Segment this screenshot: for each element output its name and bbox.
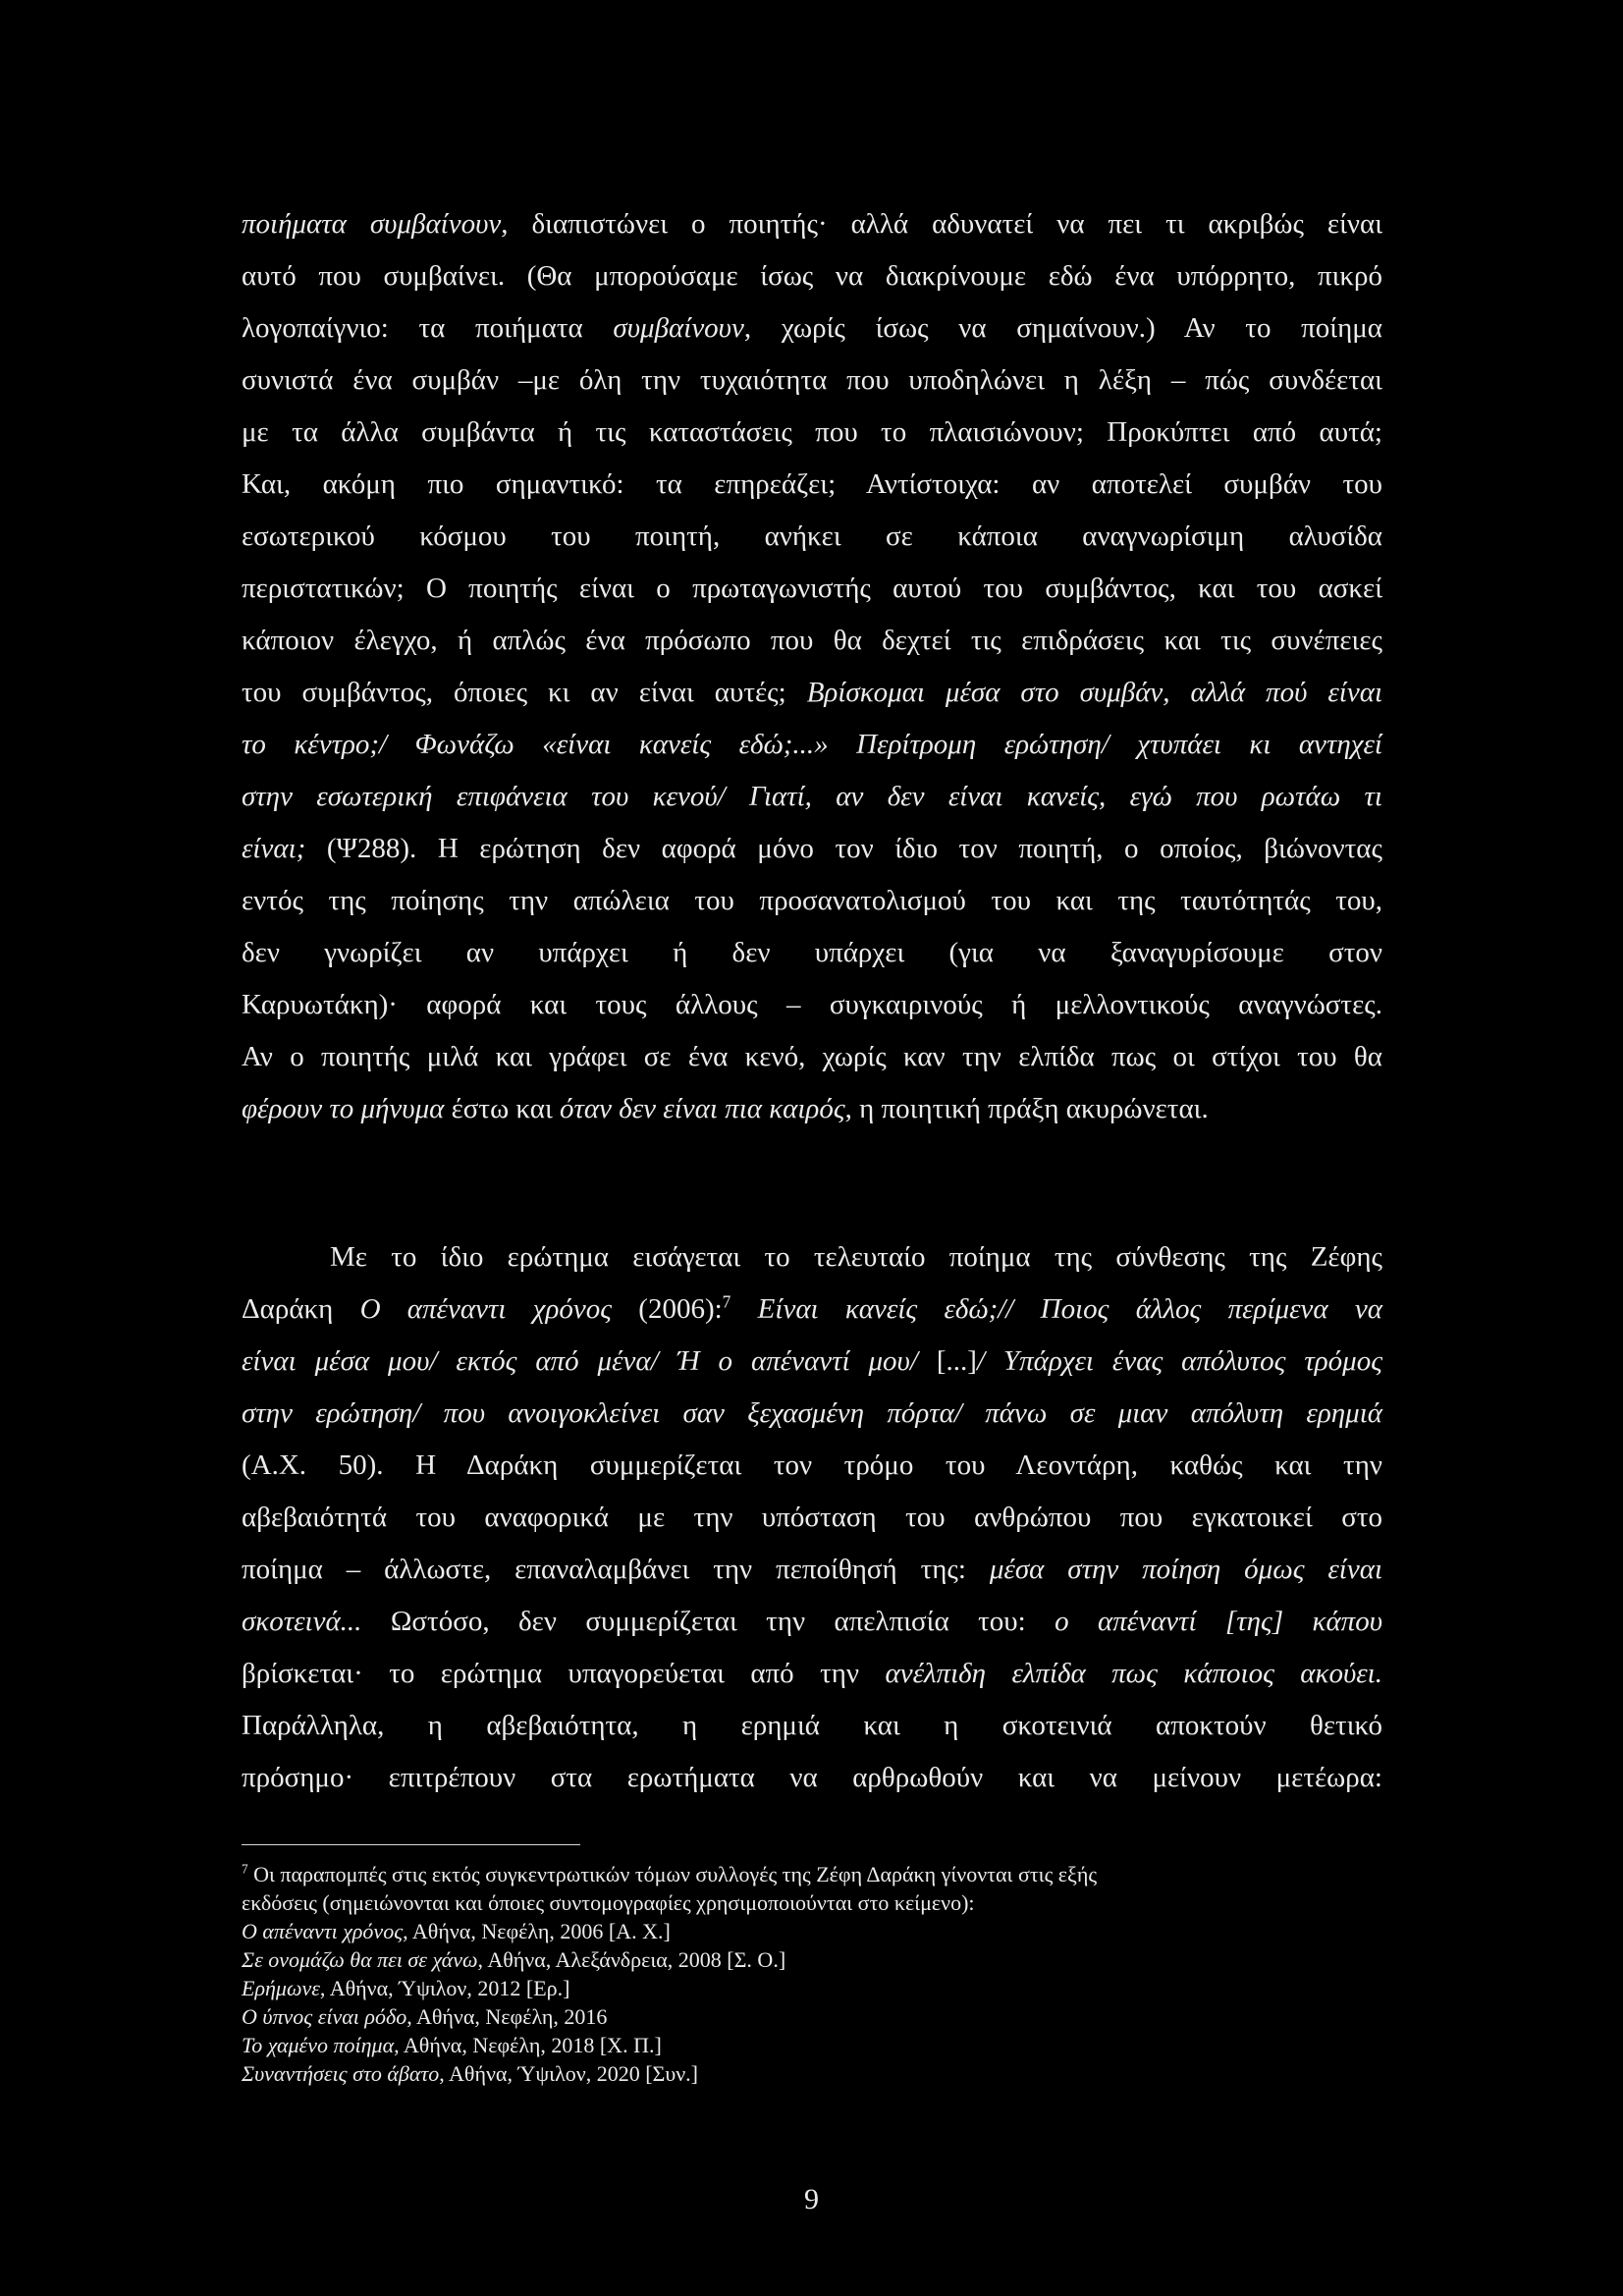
text-line: συνιστά ένα συμβάν –με όλη την τυχαιότητα που υποδηλώνει η λέξη – πώς συνδέεται [242,364,1382,396]
italic-quote: στην ερώτηση/ που ανοιγοκλείνει σαν ξεχασμένη πόρτα/ πάνω σε μιαν απόλυτη ερημιά [242,1397,1382,1429]
text-span: , διαπιστώνει ο ποιητής· αλλά αδυνατεί να πει τι ακριβώς είναι [501,208,1382,240]
text-line: Με το ίδιο ερώτημα εισάγεται το τελευταίο ποίημα της σύνθεσης της Ζέφης [330,1241,1382,1273]
book-title: Σε ονομάζω θα πει σε χάνω [242,1947,478,1972]
text-span: του συμβάντος, όποιες κι αν είναι αυτές; [242,677,807,708]
italic-quote: μέσα στην ποίηση όμως είναι [989,1554,1383,1585]
italic-quote: είναι; [242,833,306,864]
text-line: εντός της ποίησης την απώλεια του προσανατολισμού του και της ταυτότητάς του, [242,885,1382,916]
footnote-marker: 7 [242,1861,248,1877]
text-span: [...] [936,1345,977,1377]
text-line-last [242,1089,1382,1128]
text-line: (Α.Χ. 50). Η Δαράκη συμμερίζεται τον τρόμο του Λεοντάρη, καθώς και την [242,1449,1382,1481]
italic-quote: το κέντρο;/ Φωνάζω «είναι κανείς εδώ;...» Περίτρομη ερώτηση/ χτυπάει κι αντηχεί [242,729,1382,760]
text-span: ποίημα – άλλωστε, επαναλαμβάνει την πεποίθησή της: [242,1554,990,1585]
text-span: · το ερώτημα υπαγορεύεται από την [353,1658,886,1689]
italic-quote: σκοτεινά... [242,1606,362,1637]
italic-quote: / Υπάρχει ένας απόλυτος τρόμος [976,1345,1382,1377]
text-span: έστω και [444,1093,561,1124]
footnote-reference-item [242,2059,698,2089]
italic-quote: ο απέναντί [της] κάπου [1055,1606,1382,1637]
text-span [730,1293,757,1325]
text-span: , χωρίς ίσως να σημαίνουν.) Αν το ποίημα [743,312,1382,344]
text-line [242,1341,1382,1381]
text-span: Ωστόσο, δεν συμμερίζεται την απελπισία του: [361,1606,1055,1637]
text-line [242,308,1382,348]
text-span: (Ψ288). Η ερώτηση δεν αφορά μόνο τον ίδιο τον ποιητή, ο οποίος, βιώνοντας [305,833,1382,864]
text-span: λογοπαίγνιο: τα ποιήματα [242,312,614,344]
text-span: Δαράκη [242,1293,360,1325]
footnote-separator [242,1844,580,1845]
italic-phrase: όταν δεν είναι πια καιρός [560,1093,845,1124]
footnote-line: εκδόσεις (σημειώνονται και όποιες συντομογραφίες χρησιμοποιούνται στο κείμενο): [242,1890,975,1915]
text-line [242,1602,1382,1641]
italic-quote: Είναι κανείς εδώ;// Ποιος άλλος περίμενα να [757,1293,1382,1325]
text-line: Αν ο ποιητής μιλά και γράφει σε ένα κενό, χωρίς καν την ελπίδα πως οι στίχοι του θα [242,1041,1382,1072]
text-span: , η ποιητική πράξη ακυρώνεται. [844,1093,1209,1124]
italic-phrase: φέρουν το μήνυμα [242,1093,445,1124]
text-line: περιστατικών; Ο ποιητής είναι ο πρωταγωνιστής αυτού του συμβάντος, και του ασκεί [242,573,1382,604]
text-span: βρίσκεται [242,1658,354,1689]
text-line: Παράλληλα, η αβεβαιότητα, η ερημιά και η σκοτεινιά αποκτούν θετικό [242,1710,1382,1741]
text-span: , Αθήνα, Αλεξάνδρεια, 2008 [Σ. Ο.] [477,1947,786,1972]
italic-phrase: ποιήματα συμβαίνουν [242,208,502,240]
text-span: , Αθήνα, Νεφέλη, 2016 [406,2004,608,2029]
text-line: με τα άλλα συμβάντα ή τις καταστάσεις που το πλαισιώνουν; Προκύπτει από αυτά; [242,416,1382,448]
text-line [242,777,1382,816]
page-number: 9 [804,2183,819,2215]
book-title: Συναντήσεις στο άβατο [242,2061,440,2086]
footnote-reference-item [242,2031,662,2060]
text-line [242,829,1382,868]
text-span: , Αθήνα, Νεφέλη, 2006 [Α. Χ.] [403,1919,671,1943]
text-line: αβεβαιότητά του αναφορικά με την υπόσταση του ανθρώπου που εγκατοικεί στο [242,1502,1382,1533]
text-line [242,673,1382,712]
footnote-reference[interactable]: 7 [722,1291,731,1312]
text-line [242,1394,1382,1433]
text-line [242,1289,1382,1329]
text-line [242,1654,1382,1693]
text-line: εσωτερικού κόσμου του ποιητή, ανήκει σε κάποια αναγνωρίσιμη αλυσίδα [242,520,1382,552]
text-line [242,204,1382,244]
text-line [242,1550,1382,1589]
text-span: , Αθήνα, Νεφέλη, 2018 [Χ. Π.] [394,2033,662,2057]
footnote-reference-item [242,1917,671,1946]
text-line: αυτό που συμβαίνει. (Θα μπορούσαμε ίσως να διακρίνουμε εδώ ένα υπόρρητο, πικρό [242,260,1382,292]
footnote-line [242,1860,1097,1889]
text-line: Καρυωτάκη)· αφορά και τους άλλους – συγκαιρινούς ή μελλοντικούς αναγνώστες. [242,989,1382,1020]
text-span: Οι παραπομπές στις εκτός συγκεντρωτικών τόμων συλλογές της Ζέφη Δαράκη γίνονται στις εξής [247,1862,1098,1886]
text-line: δεν γνωρίζει αν υπάρχει ή δεν υπάρχει (για να ξαναγυρίσουμε στον [242,937,1382,968]
italic-phrase: συμβαίνουν [613,312,744,344]
text-span: , Αθήνα, Ύψιλον, 2012 [Ερ.] [319,1976,570,2000]
text-line: πρόσημο· επιτρέπουν στα ερωτήματα να αρθρωθούν και να μείνουν μετέωρα: [242,1762,1382,1793]
footnote-reference-item [242,1974,569,2003]
italic-quote: στην εσωτερική επιφάνεια του κενού/ Γιατί, αν δεν είναι κανείς, εγώ που ρωτάω τι [242,781,1382,812]
book-title: Ο απέναντι χρόνος [242,1919,404,1943]
italic-quote: ανέλπιδη ελπίδα πως κάποιος ακούει. [885,1658,1382,1689]
book-title: Το χαμένο ποίημα [242,2033,395,2057]
italic-title: Ο απέναντι χρόνος [359,1293,612,1325]
text-line [242,725,1382,764]
text-span: , Αθήνα, Ύψιλον, 2020 [Συν.] [439,2061,698,2086]
book-title: Ερήμωνε [242,1976,320,2000]
italic-quote: είναι μέσα μου/ εκτός από μένα/ Ή ο απέναντί μου/ [242,1345,937,1377]
text-line: Και, ακόμη πιο σημαντικό: τα επηρεάζει; Αντίστοιχα: αν αποτελεί συμβάν του [242,468,1382,500]
footnote-reference-item [242,1945,785,1975]
book-title: Ο ύπνος είναι ρόδο [242,2004,407,2029]
text-span: (2006): [612,1293,723,1325]
footnote-reference-item [242,2002,607,2032]
text-line: κάποιον έλεγχο, ή απλώς ένα πρόσωπο που θα δεχτεί τις επιδράσεις και τις συνέπειες [242,625,1382,656]
italic-quote: Βρίσκομαι μέσα στο συμβάν, αλλά πού είναι [806,677,1383,708]
